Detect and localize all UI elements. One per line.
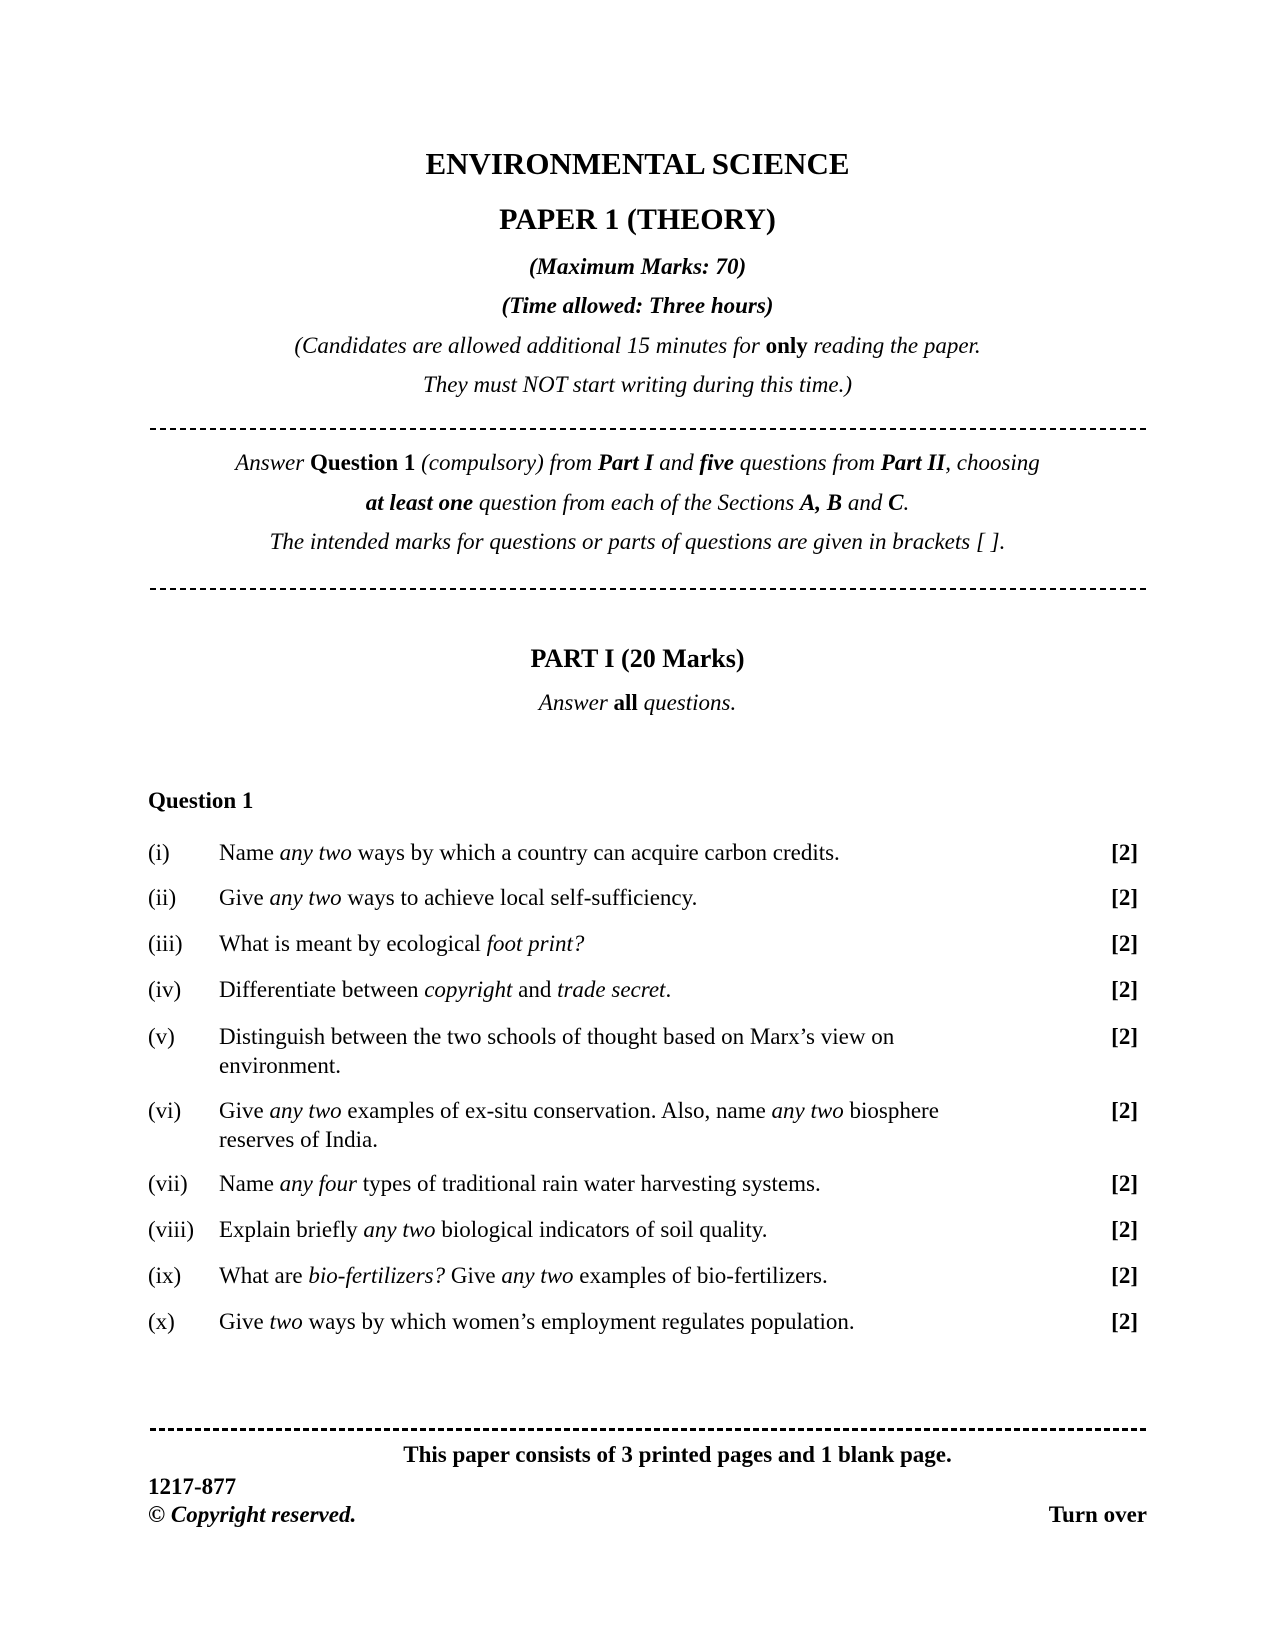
instruction-line-2: at least one question from each of the Sections A, B and C. [365,490,910,515]
question-text: Give any two examples of ex-situ conservation. Also, name any two biosphere reserves of India. [219,1098,939,1152]
question-marks: [2] [1111,1171,1138,1196]
question-marks: [2] [1111,1309,1138,1334]
divider-middle [150,588,1146,590]
time-allowed: (Time allowed: Three hours) [501,293,774,318]
max-marks: (Maximum Marks: 70) [528,254,747,279]
instruction-line-3: The intended marks for questions or parts of questions are given in brackets [ ]. [269,529,1006,554]
question-marks: [2] [1111,885,1138,910]
question-number: (v) [148,1024,175,1049]
question-text: What are bio-fertilizers? Give any two examples of bio-fertilizers. [219,1263,828,1288]
question-marks: [2] [1111,1263,1138,1288]
question-number: (i) [148,840,170,865]
question-number: (iv) [148,977,182,1002]
question-marks: [2] [1111,977,1138,1002]
question-text: Give any two ways to achieve local self-sufficiency. [219,885,698,910]
question-number: (ix) [148,1263,182,1288]
paper-code: 1217-877 [148,1474,237,1499]
question-number: (iii) [148,931,183,956]
divider-bottom [150,1428,1146,1431]
page-count-note: This paper consists of 3 printed pages and 1 blank page. [403,1442,952,1467]
question-text: Give two ways by which women’s employment regulates population. [219,1309,855,1334]
question-marks: [2] [1111,840,1138,865]
instruction-line-1: Answer Question 1 (compulsory) from Part I and five questions from Part II, choosing [235,450,1040,475]
paper-title: PAPER 1 (THEORY) [499,203,776,236]
question-number: (viii) [148,1217,194,1242]
question-marks: [2] [1111,1098,1138,1123]
question-text: Name any four types of traditional rain water harvesting systems. [219,1171,821,1196]
question-marks: [2] [1111,1024,1138,1049]
divider-top [150,428,1146,430]
part-title: PART I (20 Marks) [530,644,745,673]
question-heading: Question 1 [148,788,254,813]
question-text: Differentiate between copyright and trade secret. [219,977,672,1002]
question-text: Explain briefly any two biological indicators of soil quality. [219,1217,768,1242]
no-writing-note: They must NOT start writing during this time.) [423,372,852,397]
reading-time-note: (Candidates are allowed additional 15 minutes for only reading the paper. [294,333,981,358]
question-marks: [2] [1111,1217,1138,1242]
turn-over-label: Turn over [1048,1502,1147,1527]
part-instruction: Answer all questions. [538,690,737,715]
question-text: Name any two ways by which a country can acquire carbon credits. [219,840,840,865]
question-number: (ii) [148,885,177,910]
subject-title: ENVIRONMENTAL SCIENCE [425,146,850,181]
copyright-notice: © Copyright reserved. [148,1502,357,1527]
question-text: Distinguish between the two schools of thought based on Marx’s view on environment. [219,1024,895,1078]
question-number: (vi) [148,1098,182,1123]
question-marks: [2] [1111,931,1138,956]
question-number: (vii) [148,1171,188,1196]
question-number: (x) [148,1309,175,1334]
question-text: What is meant by ecological foot print? [219,931,585,956]
